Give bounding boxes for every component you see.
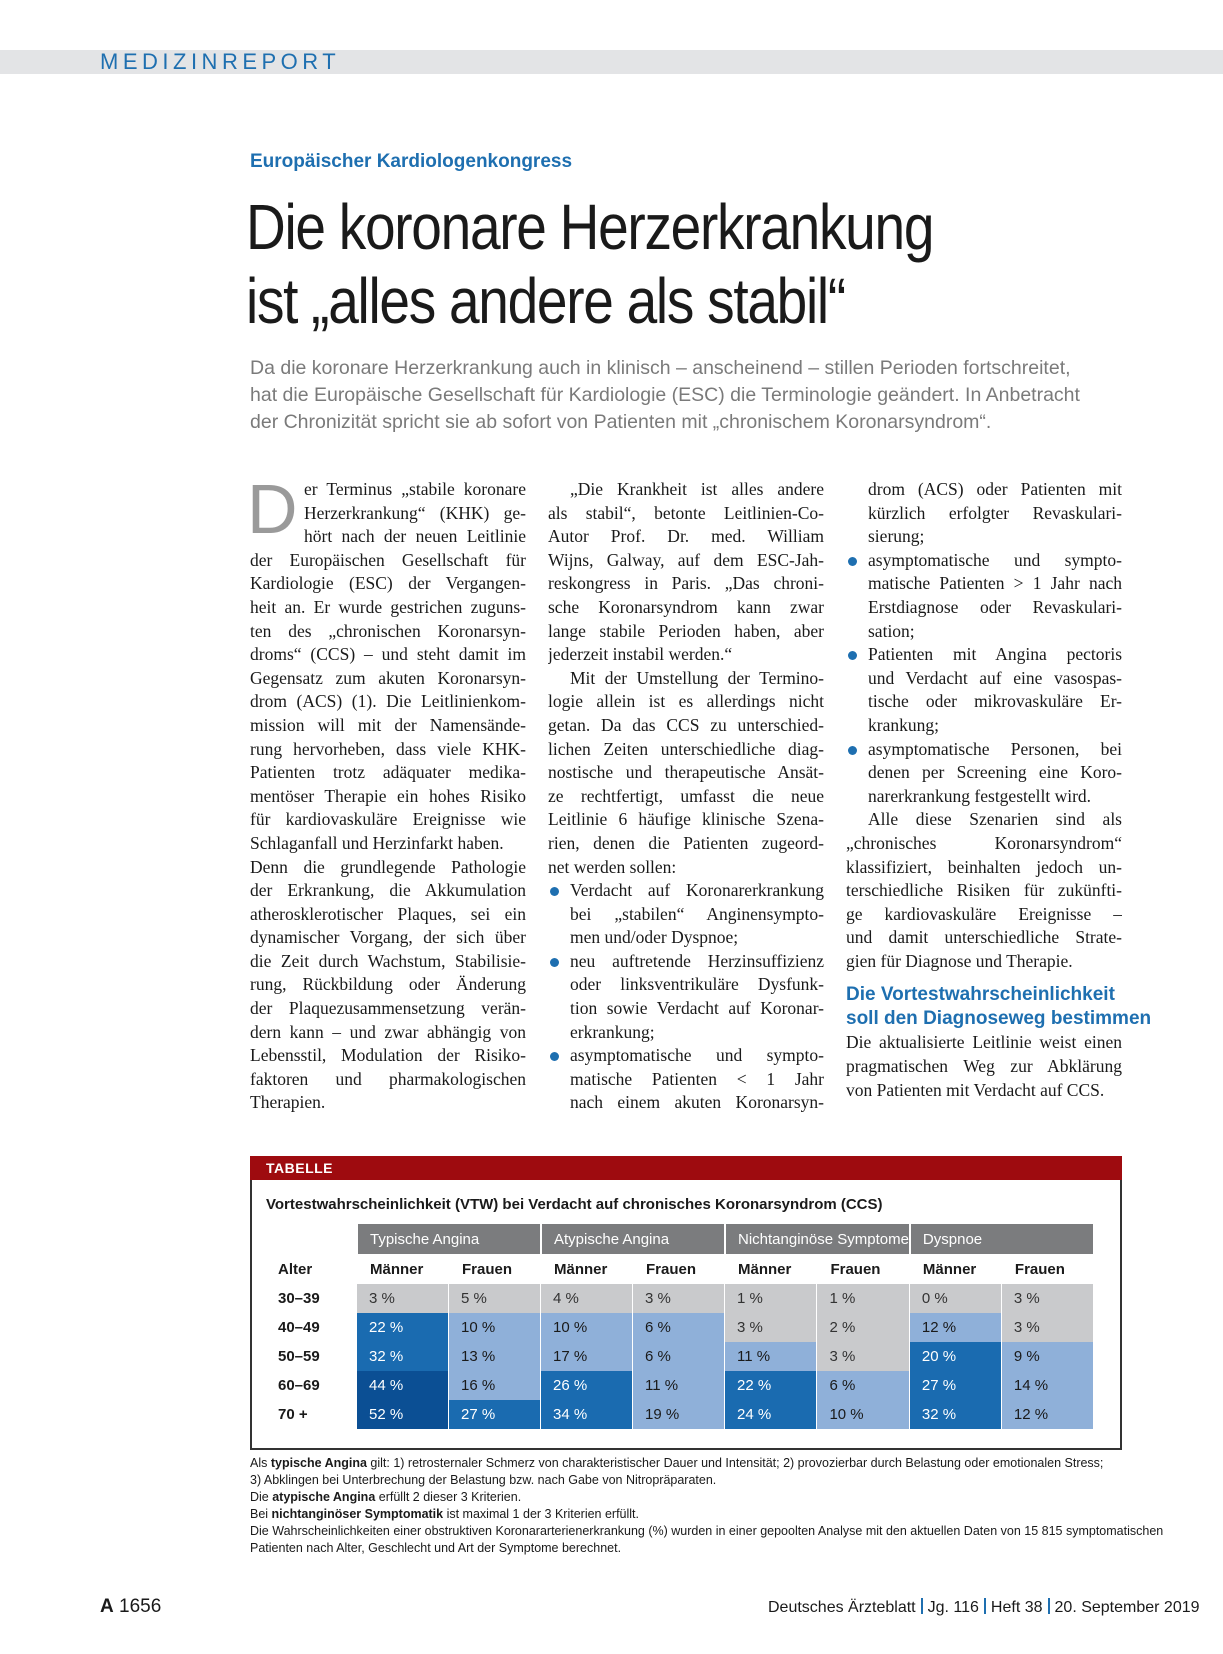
group-header: Atypische Angina bbox=[540, 1224, 724, 1254]
probability-cell: 0 % bbox=[909, 1284, 1001, 1313]
probability-cell: 26 % bbox=[540, 1371, 632, 1400]
bullet-dot-icon bbox=[550, 1052, 559, 1061]
footnote-line: Bei nichtanginöser Symptomatik ist maximal 1 der 3 Kriterien erfüllt. bbox=[250, 1507, 640, 1521]
text-line: lange stabile Perioden haben, aber bbox=[548, 620, 824, 641]
text-line: nach einem akuten Koronarsyn- bbox=[570, 1092, 824, 1113]
probability-cell: 52 % bbox=[356, 1400, 448, 1429]
probability-cell: 22 % bbox=[724, 1371, 816, 1400]
text-line: lichen Zeiten unterschiedliche diag- bbox=[548, 738, 824, 759]
probability-cell: 5 % bbox=[448, 1284, 540, 1313]
body-column-3 bbox=[846, 478, 1152, 1102]
probability-cell: 10 % bbox=[448, 1313, 540, 1342]
probability-cell: 2 % bbox=[816, 1313, 908, 1342]
headline bbox=[246, 190, 933, 338]
text-line: rien, denen die Patienten zugeord- bbox=[548, 832, 824, 853]
text-line: Verdacht auf Koronarerkrankung bbox=[570, 880, 824, 901]
bullet-item bbox=[846, 643, 1122, 737]
bullet-item bbox=[548, 950, 824, 1044]
text-line: pragmatischen Weg zur Abklärung bbox=[846, 1056, 1122, 1077]
probability-cell: 32 % bbox=[909, 1400, 1001, 1429]
text-line: droms“ (CCS) – und steht damit im bbox=[250, 644, 526, 665]
text-line: rung hervorheben, dass viele KHK- bbox=[250, 738, 526, 759]
table-group-header-row bbox=[266, 1224, 1093, 1254]
text-line: rung, Rückbildung oder Änderung bbox=[250, 974, 526, 995]
probability-cell: 3 % bbox=[1001, 1313, 1093, 1342]
probability-cell: 10 % bbox=[540, 1313, 632, 1342]
page-number-value: 1656 bbox=[119, 1596, 162, 1617]
table-tag-bar bbox=[250, 1156, 1122, 1180]
bullet-item bbox=[846, 549, 1122, 643]
drop-cap: D bbox=[247, 470, 298, 548]
text-line: matische Patienten < 1 Jahr bbox=[570, 1068, 824, 1089]
text-line: Herzerkrankung“ (KHK) ge- bbox=[304, 502, 526, 523]
table-row bbox=[266, 1342, 1093, 1371]
bullet-dot-icon bbox=[848, 746, 857, 755]
spacer bbox=[846, 973, 1122, 983]
group-header: Typische Angina bbox=[356, 1224, 540, 1254]
probability-cell: 3 % bbox=[1001, 1284, 1093, 1313]
text-line: Schlaganfall und Herzinfarkt haben. bbox=[250, 832, 504, 853]
probability-cell: 1 % bbox=[724, 1284, 816, 1313]
probability-cell: 4 % bbox=[540, 1284, 632, 1313]
group-header: Nichtanginöse Symptome bbox=[724, 1224, 909, 1254]
text-line: für kardiovaskuläre Ereignisse wie bbox=[250, 809, 526, 830]
group-header: Dyspnoe bbox=[909, 1224, 1093, 1254]
text-line: ge kardiovaskuläre Ereignisse – bbox=[846, 903, 1122, 924]
probability-cell: 6 % bbox=[632, 1342, 724, 1371]
probability-cell: 11 % bbox=[632, 1371, 724, 1400]
page-prefix: A bbox=[100, 1596, 114, 1617]
text-line: asymptomatische Personen, bei bbox=[868, 738, 1122, 759]
bullet-dot-icon bbox=[848, 557, 857, 566]
text-line: erkrankung; bbox=[570, 1021, 655, 1042]
text-line: heit an. Er wurde gestrichen zuguns- bbox=[250, 596, 526, 617]
text-line: narerkrankung festgestellt wird. bbox=[868, 785, 1092, 806]
text-line: sation; bbox=[868, 620, 915, 641]
lead-paragraph bbox=[250, 355, 1120, 436]
text-line: Mit der Umstellung der Termino- bbox=[570, 667, 824, 688]
probability-cell: 11 % bbox=[724, 1342, 816, 1371]
text-line: krankung; bbox=[868, 714, 939, 735]
text-line: getan. Da das CCS zu unterschied- bbox=[548, 714, 824, 735]
sex-header: Männer bbox=[356, 1254, 448, 1284]
text-line: Alle diese Szenarien sind als bbox=[868, 809, 1122, 830]
table-caption: Vortestwahrscheinlichkeit (VTW) bei Verdacht auf chronisches Koronarsyndrom (CCS) bbox=[266, 1196, 883, 1213]
probability-cell: 44 % bbox=[356, 1371, 448, 1400]
text-line: der Erkrankung, die Akkumulation bbox=[250, 880, 526, 901]
sex-header: Frauen bbox=[448, 1254, 540, 1284]
footnote-line: Die atypische Angina erfüllt 2 dieser 3 Kriterien. bbox=[250, 1490, 522, 1504]
text-line: nostische und therapeutische Ansät- bbox=[548, 762, 824, 783]
probability-cell: 3 % bbox=[724, 1313, 816, 1342]
page-number bbox=[100, 1596, 161, 1618]
text-line: neu auftretende Herzinsuffizienz bbox=[570, 950, 824, 971]
bullet-item bbox=[548, 1044, 824, 1115]
sex-header: Männer bbox=[909, 1254, 1001, 1284]
journal-issue: Heft 38 bbox=[990, 1599, 1043, 1616]
bullet-dot-icon bbox=[848, 651, 857, 660]
text-line: Autor Prof. Dr. med. William bbox=[548, 526, 824, 547]
text-line: asymptomatische und sympto- bbox=[570, 1045, 824, 1066]
text-line: Patienten trotz adäquater medika- bbox=[250, 762, 526, 783]
table-corner bbox=[266, 1224, 356, 1254]
table-row bbox=[266, 1371, 1093, 1400]
probability-cell: 3 % bbox=[632, 1284, 724, 1313]
text-line: Gegensatz zum akuten Koronarsyn- bbox=[250, 667, 526, 688]
bullet-item bbox=[846, 738, 1122, 809]
probability-cell: 32 % bbox=[356, 1342, 448, 1371]
probability-cell: 3 % bbox=[816, 1342, 908, 1371]
text-line: logie allein ist es allerdings nicht bbox=[548, 691, 824, 712]
probability-cell: 34 % bbox=[540, 1400, 632, 1429]
journal-footer bbox=[768, 1598, 1200, 1617]
probability-cell: 14 % bbox=[1001, 1371, 1093, 1400]
sex-header: Männer bbox=[540, 1254, 632, 1284]
age-cell: 70 + bbox=[278, 1406, 308, 1423]
text-line: denen per Screening eine Koro- bbox=[868, 762, 1122, 783]
probability-cell: 12 % bbox=[1001, 1400, 1093, 1429]
table-footnotes bbox=[250, 1455, 1164, 1557]
kicker: Europäischer Kardiologenkongress bbox=[250, 151, 573, 172]
text-line: Leitlinie 6 häufige klinische Szena- bbox=[548, 809, 824, 830]
text-line: drom (ACS) oder Patienten mit bbox=[868, 479, 1122, 499]
probability-cell: 19 % bbox=[632, 1400, 724, 1429]
sex-header: Männer bbox=[724, 1254, 816, 1284]
text-line: gien für Diagnose und Therapie. bbox=[846, 950, 1073, 971]
text-line: von Patienten mit Verdacht auf CCS. bbox=[846, 1079, 1105, 1100]
text-line: hört nach der neuen Leitlinie bbox=[304, 526, 526, 547]
text-line: jederzeit instabil werden.“ bbox=[548, 644, 733, 665]
probability-cell: 6 % bbox=[632, 1313, 724, 1342]
footer-separator bbox=[1048, 1598, 1050, 1614]
journal-name: Deutsches Ärzteblatt bbox=[768, 1599, 916, 1616]
age-cell: 50–59 bbox=[278, 1348, 320, 1365]
text-line: faktoren und pharmakologischen bbox=[250, 1068, 526, 1089]
table-row bbox=[266, 1400, 1093, 1429]
text-line: bei „stabilen“ Anginensympto- bbox=[570, 903, 824, 924]
text-line: die Zeit durch Wachstum, Stabilisie- bbox=[250, 950, 526, 971]
table-tag: TABELLE bbox=[266, 1160, 334, 1176]
text-line: asymptomatische und sympto- bbox=[868, 549, 1122, 570]
age-cell: 40–49 bbox=[278, 1319, 320, 1336]
bullet-dot-icon bbox=[550, 958, 559, 967]
text-line: men und/oder Dyspnoe; bbox=[570, 927, 739, 948]
text-line: ten des „chronischen Koronarsyn- bbox=[250, 620, 526, 641]
lead-line: hat die Europäische Gesellschaft für Kardiologie (ESC) die Terminologie geändert. In Anbetracht bbox=[250, 384, 1080, 406]
probability-cell: 27 % bbox=[909, 1371, 1001, 1400]
text-line: der Plaquezusammensetzung verän- bbox=[250, 998, 526, 1019]
text-line: er Terminus „stabile koronare bbox=[304, 479, 526, 499]
subheading: Die Vortestwahrscheinlichkeit bbox=[846, 984, 1115, 1006]
probability-cell: 12 % bbox=[909, 1313, 1001, 1342]
text-line: Therapien. bbox=[250, 1092, 326, 1113]
text-line: Erstdiagnose oder Revaskulari- bbox=[868, 596, 1122, 617]
text-line: „Die Krankheit ist alles andere bbox=[570, 479, 824, 499]
text-line: Die aktualisierte Leitlinie weist einen bbox=[846, 1032, 1122, 1053]
headline-line-2: ist „alles andere als stabil“ bbox=[246, 265, 845, 337]
text-line: Kardiologie (ESC) der Vergangen- bbox=[250, 573, 526, 594]
table-body bbox=[266, 1284, 1093, 1429]
bullet-dot-icon bbox=[550, 887, 559, 896]
probability-table bbox=[266, 1224, 1093, 1429]
text-line: „chronisches Koronarsyndrom“ bbox=[846, 832, 1122, 853]
table-row bbox=[266, 1284, 1093, 1313]
text-line: Wijns, Galway, auf dem ESC-Jah- bbox=[548, 549, 824, 570]
sex-header: Frauen bbox=[816, 1254, 908, 1284]
text-line: kürzlich erfolgter Revaskulari- bbox=[868, 502, 1122, 523]
text-line: Denn die grundlegende Pathologie bbox=[250, 856, 526, 877]
footnote-line: 3) Abklingen bei Unterbrechung der Belastung bzw. nach Gabe von Nitropräparaten. bbox=[250, 1473, 717, 1487]
text-line: atherosklerotischer Plaques, sei ein bbox=[250, 903, 526, 924]
text-line: matische Patienten > 1 Jahr nach bbox=[868, 573, 1122, 594]
text-line: mentöser Therapie ein hohes Risiko bbox=[250, 785, 526, 806]
footer-separator bbox=[921, 1598, 923, 1614]
text-line: dern kann – und zwar abhängig von bbox=[250, 1021, 526, 1042]
text-line: und Verdacht auf eine vasospas- bbox=[868, 667, 1122, 688]
text-line: sierung; bbox=[868, 526, 925, 547]
text-line: oder linksventrikuläre Dysfunk- bbox=[570, 974, 824, 995]
probability-cell: 6 % bbox=[816, 1371, 908, 1400]
footnote-line: Als typische Angina gilt: 1) retrosternaler Schmerz von charakteristischer Dauer und Intensität; 2) provozierbar durch Belastung oder emotionalen Stress; bbox=[250, 1456, 1104, 1470]
probability-cell: 17 % bbox=[540, 1342, 632, 1371]
text-line: der Europäischen Gesellschaft für bbox=[250, 549, 526, 570]
footer-separator bbox=[984, 1598, 986, 1614]
text-line: dynamischer Vorgang, der sich über bbox=[250, 927, 526, 948]
text-line: tische oder mikrovaskuläre Er- bbox=[868, 691, 1122, 712]
table-subheader-row bbox=[266, 1254, 1093, 1284]
text-line: reskongress in Paris. „Das chroni- bbox=[548, 573, 824, 594]
text-line: als stabil“, betonte Leitlinien-Co- bbox=[548, 502, 824, 523]
text-line: klassifiziert, beinhalten jedoch un- bbox=[846, 856, 1122, 877]
headline-line-1: Die koronare Herzerkrankung bbox=[246, 191, 934, 263]
text-line: net werden sollen: bbox=[548, 856, 677, 877]
body-column-1 bbox=[250, 478, 526, 1115]
text-line: mission will mit der Namensände- bbox=[250, 714, 526, 735]
lead-line: Da die koronare Herzerkrankung auch in klinisch – anscheinend – stillen Perioden fortschreitet, bbox=[250, 357, 1071, 379]
text-line: Patienten mit Angina pectoris bbox=[868, 644, 1122, 665]
table-row bbox=[266, 1313, 1093, 1342]
footnote-line: Die Wahrscheinlichkeiten einer obstruktiven Koronararterienerkrankung (%) wurden in einer gepoolten Analyse mit den aktuellen Daten von 15 815 symptomatischen bbox=[250, 1524, 1164, 1538]
probability-cell: 1 % bbox=[816, 1284, 908, 1313]
body-column-2 bbox=[548, 478, 824, 1115]
age-header: Alter bbox=[278, 1260, 313, 1278]
section-label: MEDIZINREPORT bbox=[100, 49, 341, 74]
text-line: terschiedliche Risiken für zukünfti- bbox=[846, 880, 1122, 901]
age-cell: 30–39 bbox=[278, 1290, 320, 1307]
text-line: tion sowie Verdacht auf Koronar- bbox=[570, 998, 824, 1019]
age-cell: 60–69 bbox=[278, 1377, 320, 1394]
probability-cell: 3 % bbox=[356, 1284, 448, 1313]
sex-header: Frauen bbox=[632, 1254, 724, 1284]
text-line: ze rechtfertigt, umfasst die neue bbox=[548, 785, 824, 806]
probability-cell: 10 % bbox=[816, 1400, 908, 1429]
probability-cell: 24 % bbox=[724, 1400, 816, 1429]
subheading: soll den Diagnoseweg bestimmen bbox=[846, 1008, 1152, 1030]
probability-cell: 9 % bbox=[1001, 1342, 1093, 1371]
probability-cell: 13 % bbox=[448, 1342, 540, 1371]
journal-volume: Jg. 116 bbox=[927, 1599, 979, 1616]
text-line: und damit unterschiedliche Strate- bbox=[846, 927, 1122, 948]
text-line: drom (ACS) (1). Die Leitlinienkom- bbox=[250, 691, 526, 712]
journal-date: 20. September 2019 bbox=[1054, 1599, 1200, 1616]
sex-header: Frauen bbox=[1001, 1254, 1093, 1284]
probability-cell: 20 % bbox=[909, 1342, 1001, 1371]
text-line: Lebensstil, Modulation der Risiko- bbox=[250, 1045, 526, 1066]
probability-cell: 27 % bbox=[448, 1400, 540, 1429]
footnote-line: Patienten nach Alter, Geschlecht und Art der Symptome berechnet. bbox=[250, 1541, 622, 1555]
bullet-item bbox=[548, 879, 824, 950]
text-line: sche Koronarsyndrom kann zwar bbox=[548, 596, 824, 617]
probability-cell: 22 % bbox=[356, 1313, 448, 1342]
lead-line: der Chronizität spricht sie ab sofort von Patienten mit „chronischem Koronarsyndrom“. bbox=[250, 411, 992, 433]
probability-cell: 16 % bbox=[448, 1371, 540, 1400]
